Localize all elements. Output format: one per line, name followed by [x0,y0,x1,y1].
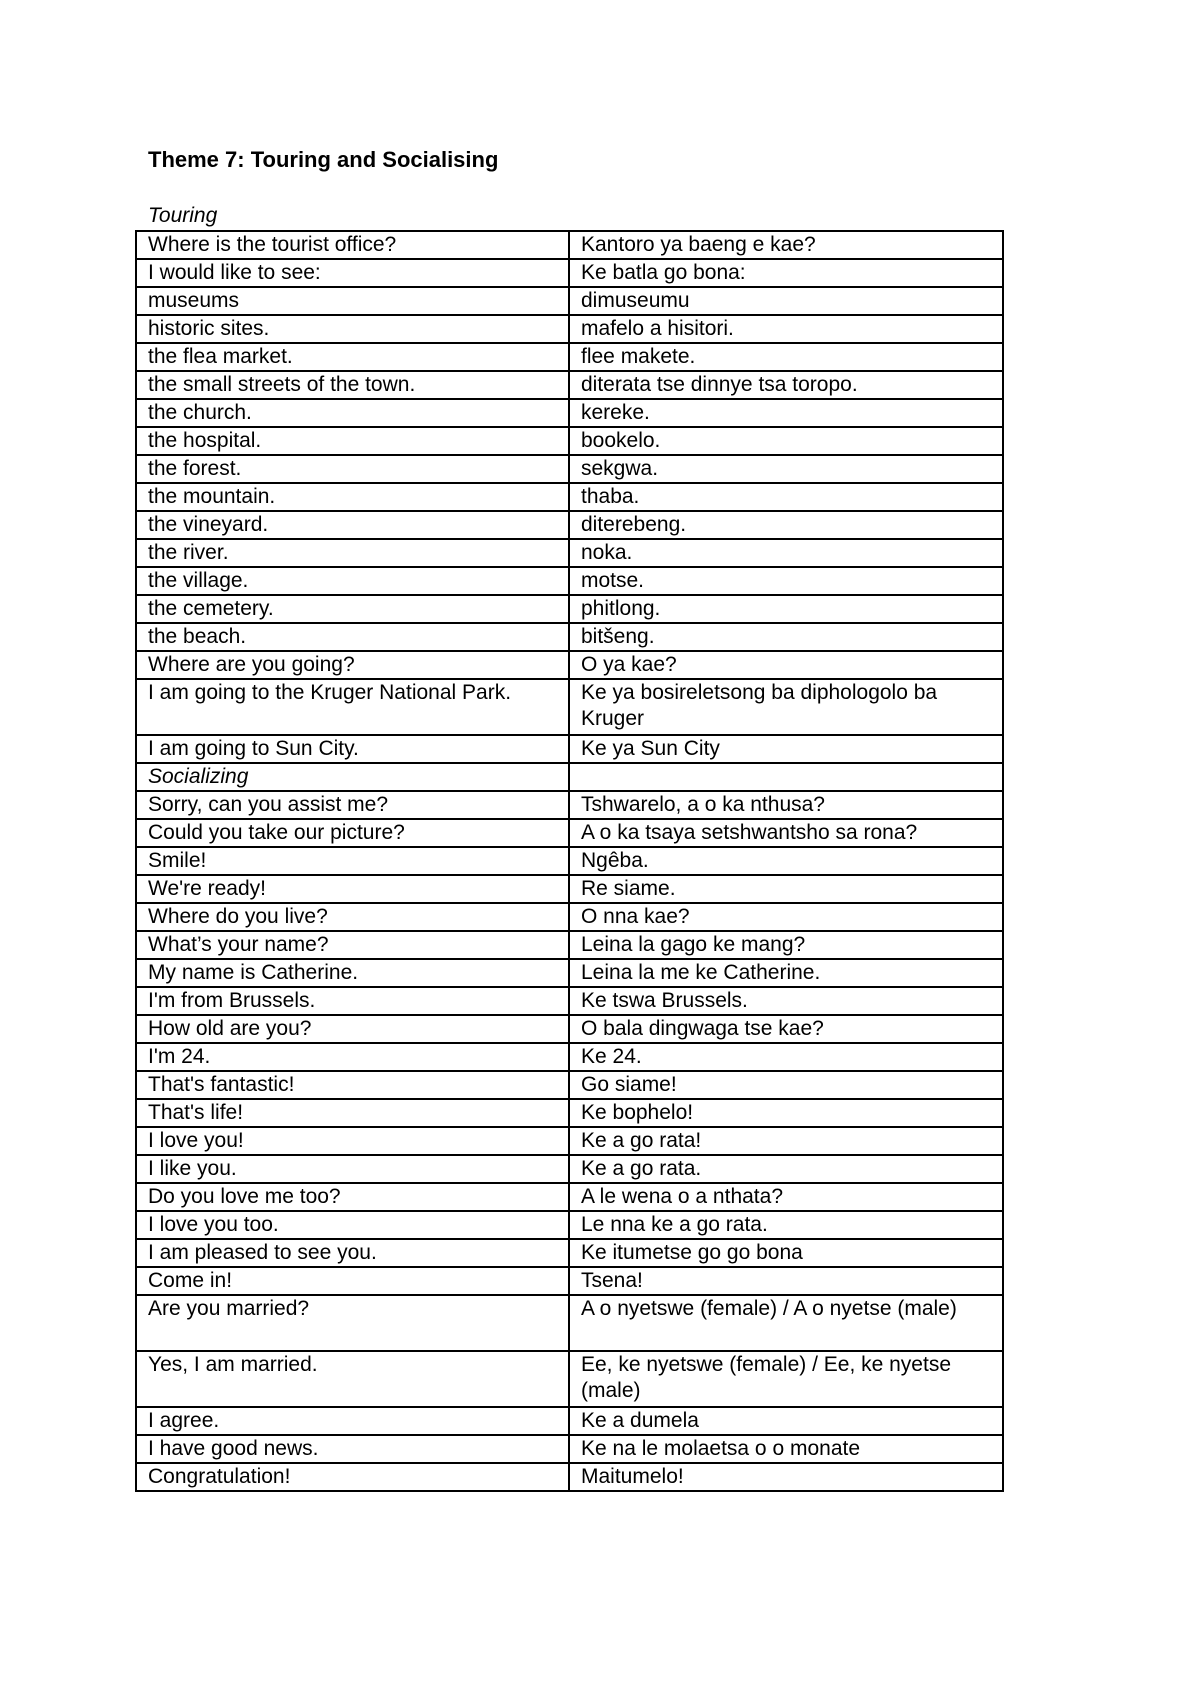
english-phrase-cell: Come in! [136,1267,569,1295]
table-row [136,763,1003,791]
english-phrase-cell: historic sites. [136,315,569,343]
setswana-phrase-cell: bitšeng. [569,623,1003,651]
setswana-phrase-cell: A le wena o a nthata? [569,1183,1003,1211]
table-row [136,1127,1003,1155]
setswana-phrase-cell: Ke na le molaetsa o o monate [569,1435,1003,1463]
setswana-phrase-cell: kereke. [569,399,1003,427]
setswana-phrase-cell: thaba. [569,483,1003,511]
setswana-phrase-cell: mafelo a hisitori. [569,315,1003,343]
setswana-phrase-cell: motse. [569,567,1003,595]
table-row [136,231,1003,259]
table-row [136,679,1003,735]
table-row [136,1351,1003,1407]
english-phrase-cell: How old are you? [136,1015,569,1043]
table-row [136,987,1003,1015]
table-row [136,567,1003,595]
table-row [136,651,1003,679]
setswana-phrase-cell: diterata tse dinnye tsa toropo. [569,371,1003,399]
english-phrase-cell: the mountain. [136,483,569,511]
english-phrase-cell: That's fantastic! [136,1071,569,1099]
english-phrase-cell: I like you. [136,1155,569,1183]
table-row [136,931,1003,959]
table-row [136,483,1003,511]
table-row [136,371,1003,399]
setswana-phrase-cell: Re siame. [569,875,1003,903]
english-phrase-cell: the church. [136,399,569,427]
setswana-phrase-cell: Ke tswa Brussels. [569,987,1003,1015]
setswana-phrase-cell: Leina la gago ke mang? [569,931,1003,959]
setswana-phrase-cell: O bala dingwaga tse kae? [569,1015,1003,1043]
table-row [136,1435,1003,1463]
english-phrase-cell: the flea market. [136,343,569,371]
table-row [136,1071,1003,1099]
table-row [136,259,1003,287]
table-row [136,791,1003,819]
english-phrase-cell: the beach. [136,623,569,651]
table-row [136,847,1003,875]
table-row [136,1043,1003,1071]
setswana-phrase-cell: Ke bophelo! [569,1099,1003,1127]
table-row [136,875,1003,903]
english-phrase-cell: the vineyard. [136,511,569,539]
english-phrase-cell: What’s your name? [136,931,569,959]
table-row [136,343,1003,371]
phrase-table [135,230,1004,1492]
table-row [136,903,1003,931]
setswana-phrase-cell: A o nyetswe (female) / A o nyetse (male) [569,1295,1003,1351]
english-phrase-cell: I have good news. [136,1435,569,1463]
english-phrase-cell: I am pleased to see you. [136,1239,569,1267]
table-row [136,623,1003,651]
english-phrase-cell: I agree. [136,1407,569,1435]
setswana-phrase-cell: Ke a dumela [569,1407,1003,1435]
setswana-phrase-cell: Go siame! [569,1071,1003,1099]
english-phrase-cell: the small streets of the town. [136,371,569,399]
setswana-phrase-cell: sekgwa. [569,455,1003,483]
english-phrase-cell: That's life! [136,1099,569,1127]
english-phrase-cell: I am going to Sun City. [136,735,569,763]
english-phrase-cell: Do you love me too? [136,1183,569,1211]
table-row [136,315,1003,343]
english-phrase-cell: Smile! [136,847,569,875]
table-row [136,1463,1003,1491]
table-row [136,1099,1003,1127]
section-label-socializing: Socializing [136,763,569,791]
english-phrase-cell: museums [136,287,569,315]
setswana-phrase-cell: phitlong. [569,595,1003,623]
english-phrase-cell: I'm 24. [136,1043,569,1071]
english-phrase-cell: Congratulation! [136,1463,569,1491]
table-row [136,595,1003,623]
english-phrase-cell: the village. [136,567,569,595]
table-row [136,959,1003,987]
setswana-phrase-cell: O nna kae? [569,903,1003,931]
english-phrase-cell: Where do you live? [136,903,569,931]
setswana-phrase-cell: A o ka tsaya setshwantsho sa rona? [569,819,1003,847]
table-row [136,1155,1003,1183]
table-row [136,399,1003,427]
table-row [136,287,1003,315]
english-phrase-cell: the cemetery. [136,595,569,623]
table-row [136,1183,1003,1211]
table-row [136,1267,1003,1295]
setswana-phrase-cell: noka. [569,539,1003,567]
english-phrase-cell: Yes, I am married. [136,1351,569,1407]
table-row [136,1295,1003,1351]
setswana-phrase-cell: Maitumelo! [569,1463,1003,1491]
setswana-phrase-cell: bookelo. [569,427,1003,455]
table-row [136,427,1003,455]
setswana-phrase-cell [569,763,1003,791]
english-phrase-cell: I love you! [136,1127,569,1155]
setswana-phrase-cell: Ngêba. [569,847,1003,875]
setswana-phrase-cell: Ke batla go bona: [569,259,1003,287]
page-title: Theme 7: Touring and Socialising [148,147,499,172]
setswana-phrase-cell: Ke a go rata. [569,1155,1003,1183]
english-phrase-cell: Could you take our picture? [136,819,569,847]
table-row [136,1015,1003,1043]
setswana-phrase-cell: Kantoro ya baeng e kae? [569,231,1003,259]
table-row [136,455,1003,483]
setswana-phrase-cell: Ke a go rata! [569,1127,1003,1155]
english-phrase-cell: the forest. [136,455,569,483]
table-row [136,1239,1003,1267]
setswana-phrase-cell: Ke ya bosireletsong ba diphologolo ba Kruger [569,679,1003,735]
setswana-phrase-cell: O ya kae? [569,651,1003,679]
setswana-phrase-cell: Ke 24. [569,1043,1003,1071]
setswana-phrase-cell: Tshwarelo, a o ka nthusa? [569,791,1003,819]
table-row [136,511,1003,539]
english-phrase-cell: We're ready! [136,875,569,903]
setswana-phrase-cell: diterebeng. [569,511,1003,539]
setswana-phrase-cell: Tsena! [569,1267,1003,1295]
english-phrase-cell: the hospital. [136,427,569,455]
english-phrase-cell: Are you married? [136,1295,569,1351]
english-phrase-cell: Where are you going? [136,651,569,679]
english-phrase-cell: Sorry, can you assist me? [136,791,569,819]
setswana-phrase-cell: dimuseumu [569,287,1003,315]
setswana-phrase-cell: Leina la me ke Catherine. [569,959,1003,987]
english-phrase-cell: I would like to see: [136,259,569,287]
english-phrase-cell: I love you too. [136,1211,569,1239]
english-phrase-cell: Where is the tourist office? [136,231,569,259]
section-label-touring: Touring [148,204,218,227]
setswana-phrase-cell: Ke itumetse go go bona [569,1239,1003,1267]
english-phrase-cell: I am going to the Kruger National Park. [136,679,569,735]
setswana-phrase-cell: Ee, ke nyetswe (female) / Ee, ke nyetse (male) [569,1351,1003,1407]
phrase-table-body [136,231,1003,1491]
english-phrase-cell: the river. [136,539,569,567]
table-row [136,1407,1003,1435]
setswana-phrase-cell: Le nna ke a go rata. [569,1211,1003,1239]
table-row [136,539,1003,567]
setswana-phrase-cell: flee makete. [569,343,1003,371]
setswana-phrase-cell: Ke ya Sun City [569,735,1003,763]
english-phrase-cell: I'm from Brussels. [136,987,569,1015]
table-row [136,735,1003,763]
table-row [136,819,1003,847]
english-phrase-cell: My name is Catherine. [136,959,569,987]
table-row [136,1211,1003,1239]
